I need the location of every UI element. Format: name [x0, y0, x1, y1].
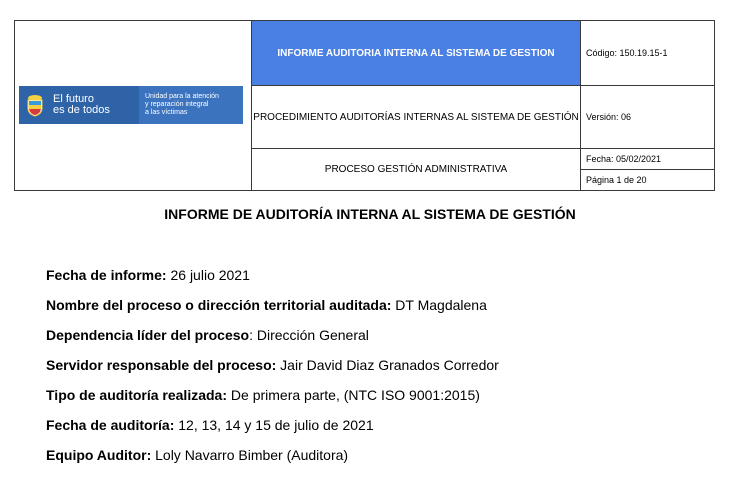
- procedure-name: PROCEDIMIENTO AUDITORÍAS INTERNAS AL SISTEMA DE GESTIÓN: [252, 86, 581, 149]
- field-value: Loly Navarro Bimber (Auditora): [151, 447, 349, 463]
- document-date: Fecha: 05/02/2021: [586, 154, 662, 164]
- field-value: : Dirección General: [249, 327, 369, 343]
- page-title: INFORME DE AUDITORÍA INTERNA AL SISTEMA DE GESTIÓN: [164, 206, 576, 222]
- report-title-cell: INFORME AUDITORIA INTERNA AL SISTEMA DE GESTION: [252, 21, 581, 86]
- field-label: Servidor responsable del proceso:: [46, 357, 277, 373]
- logo-sub-text: Unidad para la atención y reparación integral a las víctimas: [145, 93, 219, 116]
- document-code: Código: 150.19.15-1: [581, 21, 715, 86]
- field-label: Fecha de auditoría:: [46, 417, 175, 433]
- colombia-coat-of-arms-icon: [25, 93, 45, 117]
- report-fields-list: [46, 265, 499, 475]
- document-header-table: [14, 20, 715, 191]
- logo-main-text: El futuro es de todos: [53, 93, 110, 116]
- document-version: Versión: 06: [581, 86, 715, 149]
- date-page-cell: [581, 149, 715, 191]
- field-lead-dependency: [46, 325, 499, 355]
- institution-logo: [19, 86, 243, 124]
- field-value: 12, 13, 14 y 15 de julio de 2021: [174, 417, 374, 433]
- field-audited-process: [46, 295, 499, 325]
- field-responsible-servant: [46, 355, 499, 385]
- field-value: 26 julio 2021: [166, 267, 250, 283]
- field-report-date: [46, 265, 499, 295]
- field-value: DT Magdalena: [391, 297, 487, 313]
- field-label: Equipo Auditor:: [46, 447, 152, 463]
- field-audit-type: [46, 385, 499, 415]
- field-label: Dependencia líder del proceso: [46, 327, 250, 343]
- page-number: Página 1 de 20: [581, 169, 714, 190]
- field-label: Nombre del proceso o dirección territorial auditada:: [46, 297, 392, 313]
- logo-cell: [15, 21, 252, 191]
- process-name: PROCESO GESTIÓN ADMINISTRATIVA: [252, 149, 581, 191]
- field-label: Fecha de informe:: [46, 267, 167, 283]
- field-audit-team: [46, 445, 499, 475]
- field-value: Jair David Diaz Granados Corredor: [276, 357, 499, 373]
- field-audit-date: [46, 415, 499, 445]
- field-value: De primera parte, (NTC ISO 9001:2015): [227, 387, 480, 403]
- field-label: Tipo de auditoría realizada:: [46, 387, 228, 403]
